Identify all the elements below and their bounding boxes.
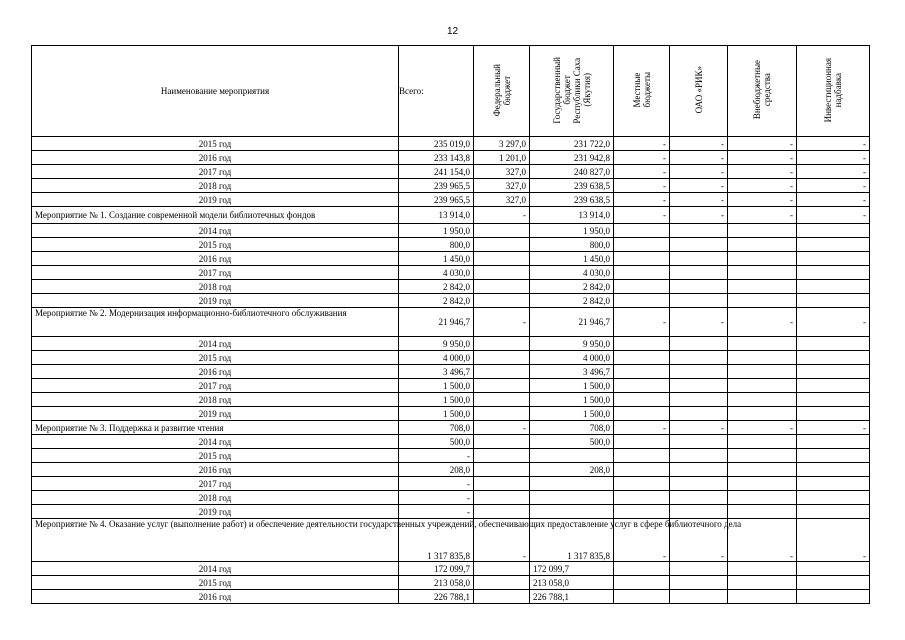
row-name: 2018 год <box>32 393 399 407</box>
cell-state <box>530 491 614 505</box>
cell-local <box>614 280 670 294</box>
table-row <box>32 280 870 294</box>
cell-federal <box>474 407 530 421</box>
cell-federal: 3 297,0 <box>474 137 530 151</box>
cell-federal <box>474 365 530 379</box>
cell-local <box>614 463 670 477</box>
cell-invest <box>797 477 870 491</box>
cell-total: 21 946,7 <box>399 308 474 337</box>
header-local-label: Местные бюджеты <box>631 72 652 108</box>
cell-state: 231 942,8 <box>530 151 614 165</box>
table-row <box>32 562 870 576</box>
cell-federal: - <box>474 308 530 337</box>
cell-local: - <box>614 193 670 207</box>
cell-federal <box>474 379 530 393</box>
cell-state: 1 450,0 <box>530 252 614 266</box>
cell-local <box>614 294 670 308</box>
cell-total: 208,0 <box>399 463 474 477</box>
header-invest-label: Инвестиционная надбавка <box>823 57 843 123</box>
cell-rik <box>670 379 728 393</box>
cell-rik: - <box>670 519 728 562</box>
cell-total: 239 965,5 <box>399 179 474 193</box>
cell-state: 208,0 <box>530 463 614 477</box>
cell-invest <box>797 294 870 308</box>
cell-state <box>530 477 614 491</box>
cell-total: 1 500,0 <box>399 407 474 421</box>
cell-state: 21 946,7 <box>530 308 614 337</box>
header-state <box>530 46 614 137</box>
row-name: 2016 год <box>32 151 399 165</box>
cell-state: 3 496,7 <box>530 365 614 379</box>
cell-total: 13 914,0 <box>399 207 474 224</box>
cell-local <box>614 224 670 238</box>
cell-state: 1 950,0 <box>530 224 614 238</box>
cell-federal <box>474 463 530 477</box>
cell-extra <box>728 280 797 294</box>
cell-state: 500,0 <box>530 435 614 449</box>
table-row <box>32 224 870 238</box>
cell-rik <box>670 224 728 238</box>
cell-state: 708,0 <box>530 421 614 435</box>
cell-extra <box>728 505 797 519</box>
cell-total: 239 965,5 <box>399 193 474 207</box>
cell-invest: - <box>797 137 870 151</box>
cell-federal: - <box>474 421 530 435</box>
cell-federal <box>474 562 530 576</box>
measure-row <box>32 207 870 224</box>
cell-local <box>614 562 670 576</box>
row-name: 2018 год <box>32 280 399 294</box>
cell-state: 2 842,0 <box>530 294 614 308</box>
header-federal-label: Федеральный бюджет <box>491 63 512 117</box>
cell-extra <box>728 238 797 252</box>
cell-local <box>614 407 670 421</box>
row-name: 2018 год <box>32 179 399 193</box>
cell-state: 9 950,0 <box>530 337 614 351</box>
cell-local <box>614 266 670 280</box>
cell-rik <box>670 477 728 491</box>
cell-invest <box>797 505 870 519</box>
table-row <box>32 435 870 449</box>
cell-extra: - <box>728 207 797 224</box>
cell-total: 2 842,0 <box>399 280 474 294</box>
cell-invest <box>797 238 870 252</box>
row-name: 2018 год <box>32 491 399 505</box>
header-invest <box>797 46 870 137</box>
cell-federal <box>474 435 530 449</box>
cell-invest <box>797 449 870 463</box>
table-row <box>32 365 870 379</box>
cell-extra <box>728 252 797 266</box>
cell-invest <box>797 576 870 590</box>
header-name: Наименование мероприятия <box>32 46 399 137</box>
row-name: 2014 год <box>32 224 399 238</box>
cell-total: 1 450,0 <box>399 252 474 266</box>
cell-total: - <box>399 491 474 505</box>
cell-total: 9 950,0 <box>399 337 474 351</box>
row-name: 2014 год <box>32 337 399 351</box>
row-name: 2019 год <box>32 294 399 308</box>
row-name: 2015 год <box>32 137 399 151</box>
cell-local <box>614 590 670 604</box>
cell-rik <box>670 238 728 252</box>
cell-local <box>614 576 670 590</box>
cell-rik: - <box>670 421 728 435</box>
cell-federal <box>474 576 530 590</box>
row-name: 2017 год <box>32 266 399 280</box>
cell-invest: - <box>797 151 870 165</box>
row-name: 2016 год <box>32 463 399 477</box>
cell-rik <box>670 576 728 590</box>
cell-rik: - <box>670 165 728 179</box>
cell-rik <box>670 449 728 463</box>
cell-state: 213 058,0 <box>530 576 614 590</box>
cell-federal <box>474 337 530 351</box>
cell-total: 213 058,0 <box>399 576 474 590</box>
cell-total: 1 950,0 <box>399 224 474 238</box>
cell-rik: - <box>670 207 728 224</box>
cell-total: 1 317 835,8 <box>399 519 474 562</box>
cell-extra <box>728 491 797 505</box>
row-name: 2016 год <box>32 252 399 266</box>
cell-invest <box>797 393 870 407</box>
cell-local: - <box>614 421 670 435</box>
cell-total: 4 000,0 <box>399 351 474 365</box>
cell-rik <box>670 562 728 576</box>
table-row <box>32 238 870 252</box>
cell-rik <box>670 463 728 477</box>
measure-name: Мероприятие № 4. Оказание услуг (выполнение работ) и обеспечение деятельности государственных учреждений, обеспечивающих предоставление услуг в сфере библиотечного дела <box>32 519 399 562</box>
cell-local <box>614 379 670 393</box>
cell-invest <box>797 435 870 449</box>
cell-local: - <box>614 151 670 165</box>
cell-federal <box>474 294 530 308</box>
cell-total: 1 500,0 <box>399 393 474 407</box>
table-row <box>32 576 870 590</box>
cell-federal <box>474 238 530 252</box>
table-row <box>32 137 870 151</box>
cell-extra <box>728 463 797 477</box>
measure-name: Мероприятие № 1. Создание современной модели библиотечных фондов <box>32 207 399 224</box>
cell-extra <box>728 266 797 280</box>
cell-local: - <box>614 137 670 151</box>
table-row <box>32 393 870 407</box>
header-rik-label: ОАО «РИК» <box>693 66 704 114</box>
cell-federal <box>474 449 530 463</box>
header-state-label: Государственный бюджет Республики Саха (Якутия) <box>551 56 592 124</box>
row-name: 2015 год <box>32 351 399 365</box>
cell-local: - <box>614 165 670 179</box>
cell-total: - <box>399 477 474 491</box>
cell-federal <box>474 590 530 604</box>
table-row <box>32 590 870 604</box>
cell-invest <box>797 224 870 238</box>
row-name: 2017 год <box>32 379 399 393</box>
cell-total: 226 788,1 <box>399 590 474 604</box>
measure-name: Мероприятие № 2. Модернизация информационно-библиотечного обслуживания <box>32 308 399 337</box>
table-row <box>32 165 870 179</box>
cell-extra <box>728 435 797 449</box>
header-total: Всего: <box>399 46 474 137</box>
cell-invest: - <box>797 165 870 179</box>
measure-name: Мероприятие № 3. Поддержка и развитие чтения <box>32 421 399 435</box>
cell-rik <box>670 294 728 308</box>
cell-extra <box>728 449 797 463</box>
cell-state: 1 500,0 <box>530 379 614 393</box>
cell-local: - <box>614 519 670 562</box>
cell-federal: 1 201,0 <box>474 151 530 165</box>
row-name: 2017 год <box>32 165 399 179</box>
cell-extra <box>728 294 797 308</box>
cell-rik: - <box>670 308 728 337</box>
cell-invest: - <box>797 193 870 207</box>
cell-local <box>614 435 670 449</box>
cell-rik: - <box>670 193 728 207</box>
cell-federal: 327,0 <box>474 179 530 193</box>
header-federal <box>474 46 530 137</box>
cell-rik <box>670 393 728 407</box>
cell-invest <box>797 252 870 266</box>
cell-state <box>530 505 614 519</box>
cell-local <box>614 365 670 379</box>
cell-federal <box>474 252 530 266</box>
cell-federal <box>474 266 530 280</box>
cell-extra <box>728 590 797 604</box>
cell-total: 1 500,0 <box>399 379 474 393</box>
cell-total: 4 030,0 <box>399 266 474 280</box>
row-name: 2016 год <box>32 590 399 604</box>
cell-extra: - <box>728 165 797 179</box>
cell-state: 4 000,0 <box>530 351 614 365</box>
cell-invest <box>797 491 870 505</box>
row-name: 2019 год <box>32 407 399 421</box>
table-row <box>32 463 870 477</box>
cell-federal <box>474 393 530 407</box>
cell-local <box>614 505 670 519</box>
cell-rik: - <box>670 179 728 193</box>
measure-row <box>32 421 870 435</box>
cell-local <box>614 449 670 463</box>
page-number: 12 <box>446 26 459 37</box>
header-local <box>614 46 670 137</box>
row-name: 2017 год <box>32 477 399 491</box>
row-name: 2014 год <box>32 562 399 576</box>
cell-federal <box>474 224 530 238</box>
cell-extra: - <box>728 519 797 562</box>
table-row <box>32 505 870 519</box>
cell-rik <box>670 351 728 365</box>
cell-federal: - <box>474 207 530 224</box>
cell-state: 1 500,0 <box>530 407 614 421</box>
cell-state: 172 099,7 <box>530 562 614 576</box>
cell-total: 241 154,0 <box>399 165 474 179</box>
cell-local <box>614 351 670 365</box>
cell-extra <box>728 379 797 393</box>
row-name: 2015 год <box>32 576 399 590</box>
cell-state: 226 788,1 <box>530 590 614 604</box>
cell-local <box>614 393 670 407</box>
cell-invest <box>797 351 870 365</box>
cell-total: 800,0 <box>399 238 474 252</box>
cell-rik <box>670 590 728 604</box>
row-name: 2015 год <box>32 238 399 252</box>
table-row <box>32 449 870 463</box>
header-extra <box>728 46 797 137</box>
cell-rik <box>670 252 728 266</box>
cell-federal: 327,0 <box>474 193 530 207</box>
cell-extra <box>728 337 797 351</box>
table-row <box>32 407 870 421</box>
cell-extra <box>728 224 797 238</box>
cell-rik: - <box>670 151 728 165</box>
cell-invest <box>797 463 870 477</box>
cell-invest <box>797 590 870 604</box>
cell-extra <box>728 365 797 379</box>
cell-invest: - <box>797 207 870 224</box>
cell-federal <box>474 477 530 491</box>
cell-invest <box>797 266 870 280</box>
cell-state: 13 914,0 <box>530 207 614 224</box>
cell-extra: - <box>728 308 797 337</box>
table-row <box>32 179 870 193</box>
cell-invest: - <box>797 421 870 435</box>
cell-extra <box>728 393 797 407</box>
row-name: 2014 год <box>32 435 399 449</box>
cell-rik <box>670 491 728 505</box>
cell-total: 235 019,0 <box>399 137 474 151</box>
cell-rik <box>670 365 728 379</box>
cell-federal: - <box>474 519 530 562</box>
table-row <box>32 491 870 505</box>
cell-local <box>614 337 670 351</box>
header-extra-label: Внебюджетные средства <box>752 60 772 120</box>
cell-rik <box>670 266 728 280</box>
budget-table <box>31 45 870 604</box>
measure-row <box>32 519 870 562</box>
cell-extra <box>728 407 797 421</box>
cell-invest <box>797 365 870 379</box>
cell-federal <box>474 505 530 519</box>
cell-state <box>530 449 614 463</box>
cell-invest: - <box>797 308 870 337</box>
cell-extra <box>728 562 797 576</box>
cell-state: 239 638,5 <box>530 179 614 193</box>
cell-extra: - <box>728 151 797 165</box>
cell-invest <box>797 337 870 351</box>
cell-local: - <box>614 308 670 337</box>
cell-rik: - <box>670 137 728 151</box>
cell-state: 1 500,0 <box>530 393 614 407</box>
cell-extra <box>728 576 797 590</box>
table-row <box>32 477 870 491</box>
header-rik <box>670 46 728 137</box>
table-row <box>32 294 870 308</box>
cell-state: 231 722,0 <box>530 137 614 151</box>
cell-local <box>614 491 670 505</box>
row-name: 2015 год <box>32 449 399 463</box>
table-row <box>32 266 870 280</box>
cell-rik <box>670 505 728 519</box>
cell-local <box>614 238 670 252</box>
cell-total: - <box>399 505 474 519</box>
cell-total: 233 143,8 <box>399 151 474 165</box>
cell-state: 239 638,5 <box>530 193 614 207</box>
cell-total: 708,0 <box>399 421 474 435</box>
cell-total: 2 842,0 <box>399 294 474 308</box>
table-row <box>32 379 870 393</box>
cell-extra: - <box>728 421 797 435</box>
cell-extra: - <box>728 179 797 193</box>
cell-invest: - <box>797 179 870 193</box>
cell-total: 172 099,7 <box>399 562 474 576</box>
cell-local: - <box>614 179 670 193</box>
cell-invest <box>797 562 870 576</box>
cell-state: 240 827,0 <box>530 165 614 179</box>
cell-extra <box>728 477 797 491</box>
cell-invest <box>797 280 870 294</box>
header-row <box>32 46 870 137</box>
cell-state: 4 030,0 <box>530 266 614 280</box>
cell-state: 1 317 835,8 <box>530 519 614 562</box>
cell-rik <box>670 280 728 294</box>
cell-invest: - <box>797 519 870 562</box>
cell-state: 2 842,0 <box>530 280 614 294</box>
table-row <box>32 193 870 207</box>
table-row <box>32 337 870 351</box>
cell-local <box>614 477 670 491</box>
cell-total: 500,0 <box>399 435 474 449</box>
cell-rik <box>670 435 728 449</box>
cell-extra: - <box>728 137 797 151</box>
cell-federal <box>474 280 530 294</box>
table-row <box>32 252 870 266</box>
row-name: 2019 год <box>32 193 399 207</box>
table-row <box>32 151 870 165</box>
row-name: 2016 год <box>32 365 399 379</box>
cell-local: - <box>614 207 670 224</box>
cell-total: - <box>399 449 474 463</box>
cell-total: 3 496,7 <box>399 365 474 379</box>
cell-federal <box>474 491 530 505</box>
cell-extra <box>728 351 797 365</box>
cell-local <box>614 252 670 266</box>
cell-invest <box>797 379 870 393</box>
cell-invest <box>797 407 870 421</box>
row-name: 2019 год <box>32 505 399 519</box>
cell-state: 800,0 <box>530 238 614 252</box>
cell-rik <box>670 407 728 421</box>
measure-row <box>32 308 870 337</box>
cell-federal: 327,0 <box>474 165 530 179</box>
table-row <box>32 351 870 365</box>
cell-rik <box>670 337 728 351</box>
cell-extra: - <box>728 193 797 207</box>
cell-federal <box>474 351 530 365</box>
